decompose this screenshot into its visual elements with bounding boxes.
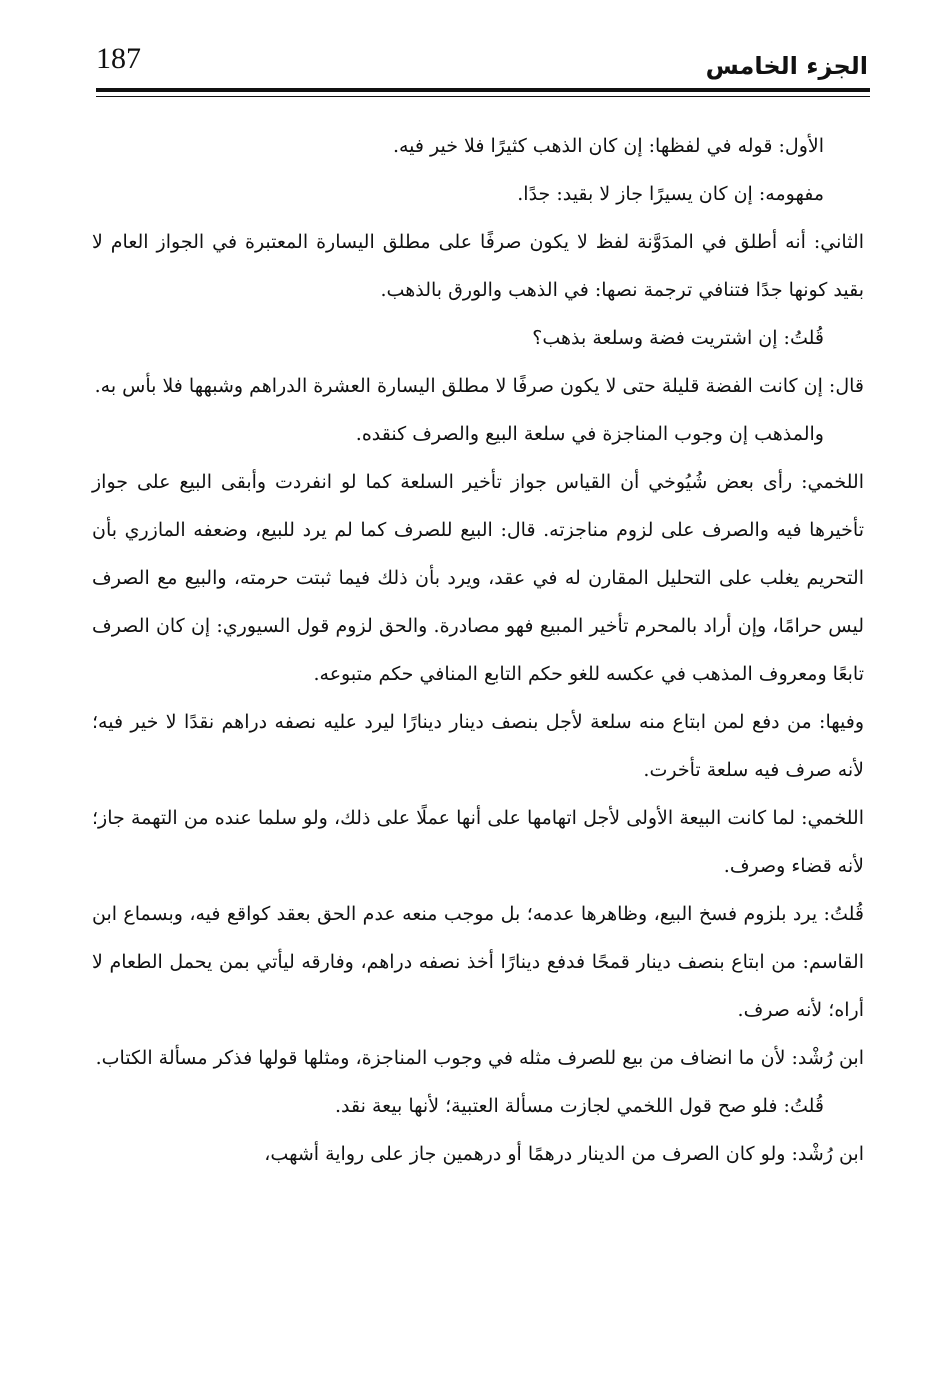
paragraph: قال: إن كانت الفضة قليلة حتى لا يكون صرفًا لا مطلق اليسارة العشرة الدراهم وشبهها فلا بأس به. (94, 375, 864, 397)
paragraph: الأول: قوله في لفظها: إن كان الذهب كثيرًا فلا خير فيه. (392, 135, 824, 157)
paragraph: اللخمي: رأى بعض شُيُوخي أن القياس جواز تأخير السلعة كما لو انفردت وأبقى البيع على جواز تأخيرها فيه والصرف على لزوم مناجزته. قال: البيع للصرف كما لم يرد للبيع، وضعفه المازري بأن التحريم يغلب على التحليل المقارن له في عقد، ويرد بأن ذلك فيما ثبتت حرمته، والبيع مع الصرف ليس حرامًا، وإن أراد بالمحرم تأخير المبيع فهو مصادرة. والحق لزوم قول السيوري: إن كان الصرف تابعًا ومعروف المذهب في عكسه للغو حكم التابع المنافي حكم متبوعه. (92, 471, 864, 685)
paragraph: وفيها: من دفع لمن ابتاع منه سلعة لأجل بنصف دينار دينارًا ليرد عليه نصفه دراهم نقدًا لا خير فيه؛ لأنه صرف فيه سلعة تأخرت. (92, 711, 864, 781)
paragraph: اللخمي: لما كانت البيعة الأولى لأجل اتهامها على أنها عملًا على ذلك، ولو سلما عنده من التهمة جاز؛ لأنه قضاء وصرف. (92, 807, 864, 877)
paragraph: قُلتُ: إن اشتريت فضة وسلعة بذهب؟ (532, 327, 824, 349)
header-rule-thin (96, 96, 870, 97)
paragraph: قُلتُ: فلو صح قول اللخمي لجازت مسألة العتبية؛ لأنها بيعة نقد. (335, 1095, 824, 1117)
running-head: الجزء الخامس (705, 52, 868, 80)
paragraph: قُلتُ: يرد بلزوم فسخ البيع، وظاهرها عدمه؛ بل موجب منعه عدم الحق بعقد كواقع فيه، وبسماع ابن القاسم: من ابتاع بنصف دينار قمحًا فدفع دينارًا أخذ نصفه دراهم، وفارقه ليأتي بمن يحمل الطعام لا أراه؛ لأنه صرف. (92, 903, 864, 1021)
body-text (92, 122, 864, 1178)
paragraph: ابن رُشْد: لأن ما انضاف من بيع للصرف مثله في وجوب المناجزة، ومثلها قولها فذكر مسألة الكتاب. (95, 1047, 864, 1069)
paragraph: الثاني: أنه أطلق في المدَوَّنة لفظ لا يكون صرفًا على مطلق اليسارة المعتبرة في الجواز العام لا بقيد كونها جدًا فتنافي ترجمة نصها: في الذهب والورق بالذهب. (92, 231, 864, 301)
page-number: 187 (96, 42, 141, 75)
paragraph: ابن رُشْد: ولو كان الصرف من الدينار درهمًا أو درهمين جاز على رواية أشهب، (264, 1143, 864, 1165)
paragraph: والمذهب إن وجوب المناجزة في سلعة البيع والصرف كنقده. (355, 423, 824, 445)
header-rule-thick (96, 88, 870, 92)
paragraph: مفهومه: إن كان يسيرًا جاز لا بقيد: جدًا. (517, 183, 824, 205)
